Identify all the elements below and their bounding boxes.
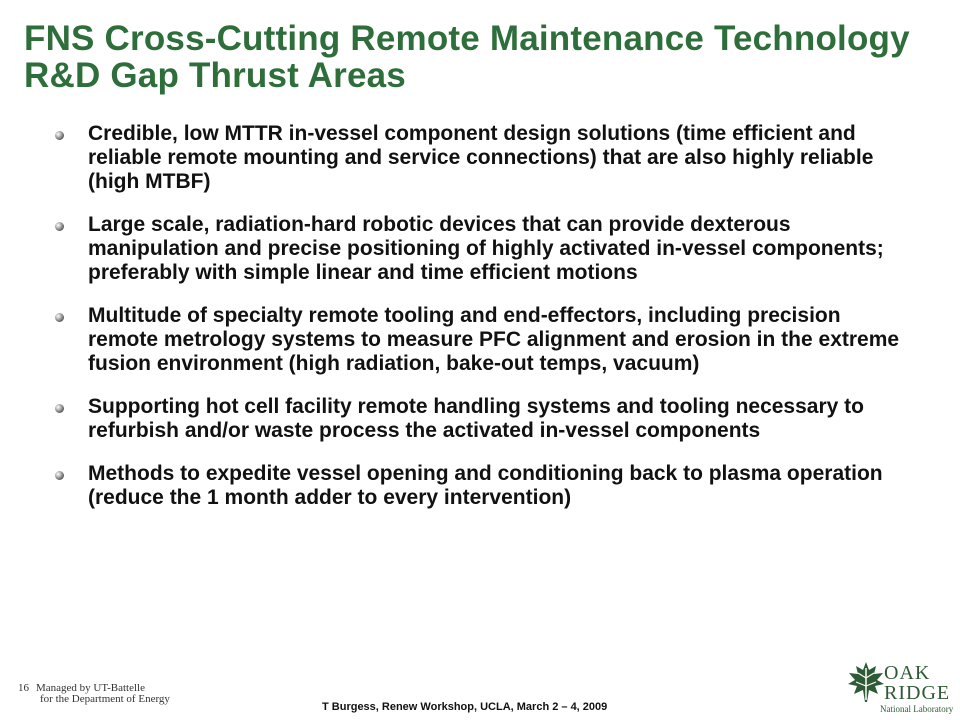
bullet-text: Large scale, radiation-hard robotic devices that can provide dexterous manipulation and precise positioning of highly activated in-vessel components; preferably with simple linear and time efficient motions xyxy=(88,213,884,284)
slide-number: 16 xyxy=(18,682,29,694)
bullet-dot-icon xyxy=(55,131,64,140)
footer-presenter-info: T Burgess, Renew Workshop, UCLA, March 2 – 4, 2009 xyxy=(322,701,608,713)
bullet-item xyxy=(52,395,912,443)
logo-text-ridge: RIDGE xyxy=(884,682,951,704)
managed-by-line1: Managed by UT-Battelle xyxy=(36,682,145,694)
bullet-item xyxy=(52,304,912,376)
leaf-icon xyxy=(846,660,886,704)
bullet-item xyxy=(52,462,912,510)
bullet-dot-icon xyxy=(55,471,64,480)
bullet-dot-icon xyxy=(55,404,64,413)
bullet-text: Supporting hot cell facility remote handling systems and tooling necessary to refurbish and/or waste process the activated in-vessel components xyxy=(88,395,864,442)
bullet-dot-icon xyxy=(55,222,64,231)
bullet-item xyxy=(52,122,912,194)
bullet-list xyxy=(52,122,912,529)
bullet-dot-icon xyxy=(55,313,64,322)
bullet-item xyxy=(52,213,912,285)
bullet-text: Multitude of specialty remote tooling and end-effectors, including precision remote metrology systems to measure PFC alignment and erosion in the extreme fusion environment (high radiation, bake-out temps, vacuum) xyxy=(88,304,900,375)
bullet-text: Methods to expedite vessel opening and conditioning back to plasma operation (reduce the 1 month adder to every intervention) xyxy=(88,462,883,509)
slide-title: FNS Cross-Cutting Remote Maintenance Technology R&D Gap Thrust Areas xyxy=(24,19,910,95)
logo-text-national-laboratory: National Laboratory xyxy=(880,704,954,714)
bullet-text: Credible, low MTTR in-vessel component design solutions (time efficient and reliable remote mounting and service connections) that are also highly reliable (high MTBF) xyxy=(88,122,874,193)
oak-ridge-logo xyxy=(846,660,956,716)
managed-by-line2: for the Department of Energy xyxy=(40,693,170,705)
logo-text-oak: OAK xyxy=(884,662,931,684)
